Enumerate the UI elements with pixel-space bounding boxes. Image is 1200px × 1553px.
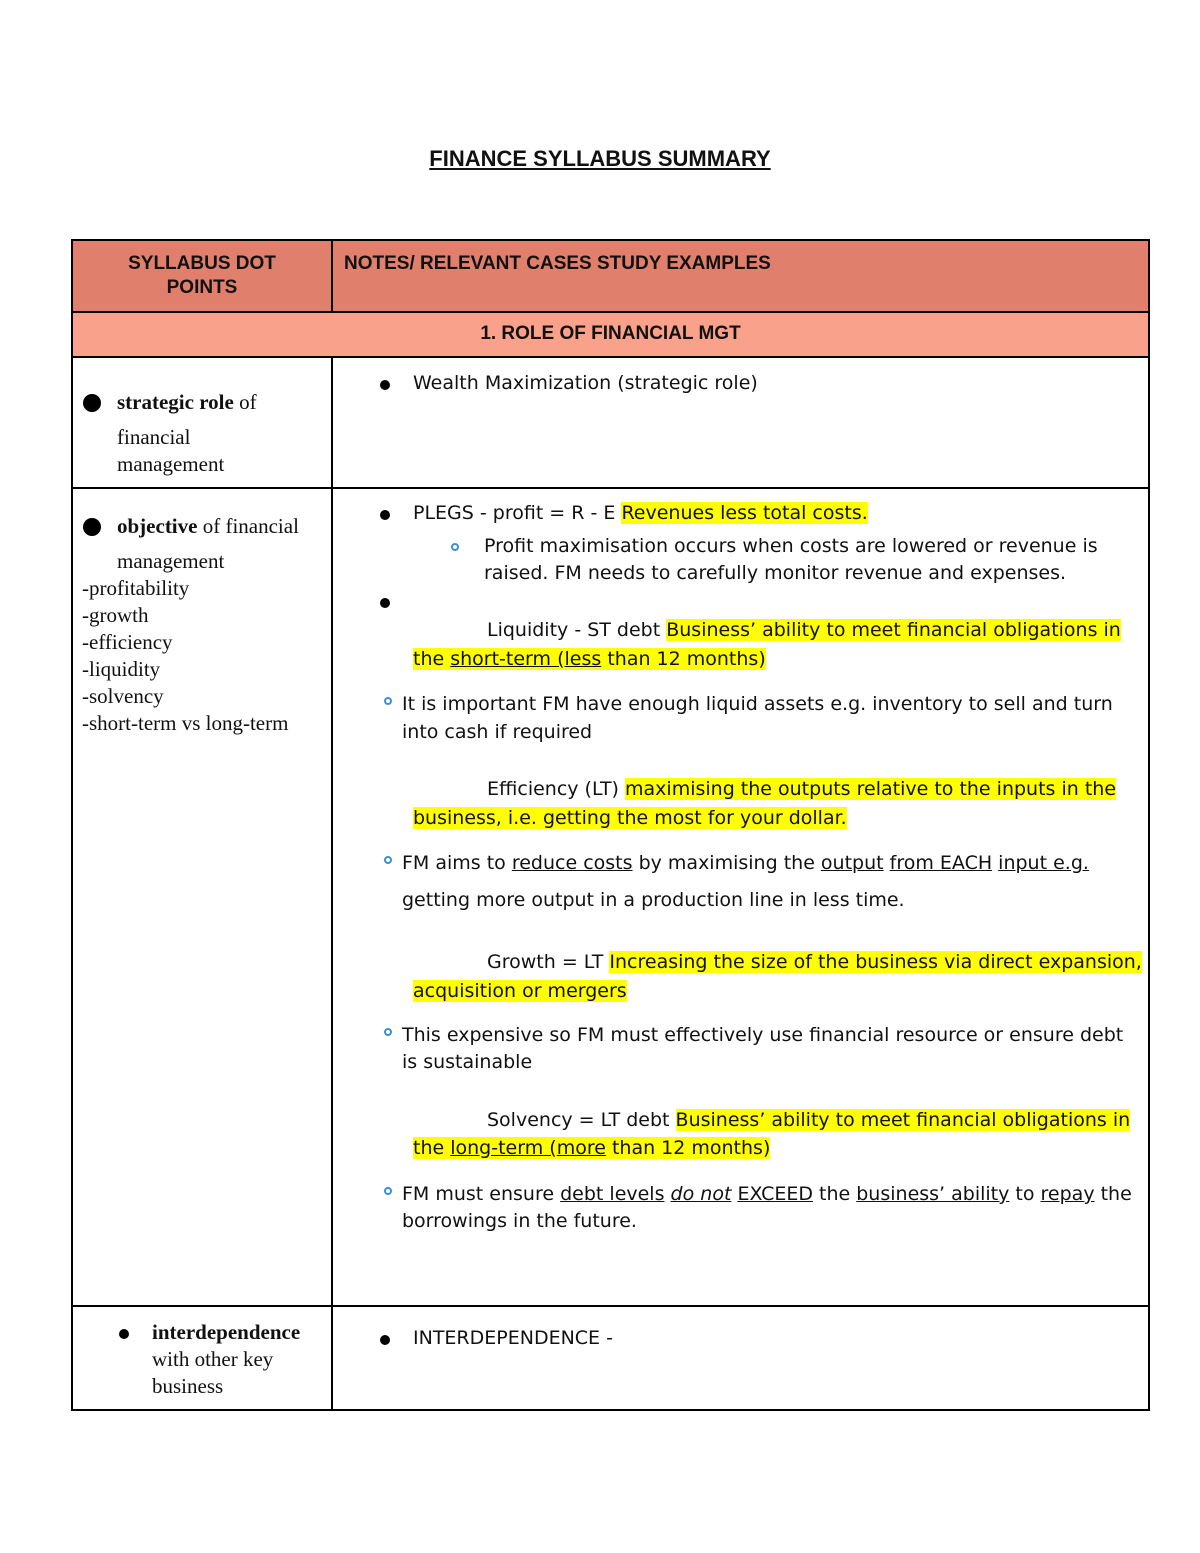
objective-item: -efficiency [82,630,173,654]
bullet-icon [83,518,101,536]
syllabus-point-interdependence: interdependence [152,1320,301,1344]
column-divider [331,356,333,1409]
note-plegs: PLEGS - profit = R - E Revenues less total costs. [413,502,868,524]
objective-item: -solvency [82,684,164,708]
note-solvency-detail: FM must ensure debt levels do not EXCEED the business’ ability to repay the [402,1183,1132,1205]
note-liquidity: Liquidity - ST debt Business’ ability to meet financial obligations in [487,619,1121,641]
note-wealth-maximization: Wealth Maximization (strategic role) [413,372,758,394]
syllabus-point-line: business [152,1374,224,1398]
note-efficiency: business, i.e. getting the most for your dollar. [413,807,847,829]
note-growth: acquisition or mergers [413,980,627,1002]
bullet-icon [380,380,390,390]
note-interdependence: INTERDEPENDENCE - [413,1327,613,1349]
sub-bullet-icon [384,697,392,705]
syllabus-point-line: with other key [152,1347,274,1371]
note-profit: Profit maximisation occurs when costs are lowered or revenue is [484,535,1098,557]
note-efficiency-detail: getting more output in a production line in less time. [402,889,905,911]
syllabus-point-strategic-role: strategic role of [117,390,257,414]
row-divider [71,311,1150,313]
syllabus-point-objective: objective of financial [117,514,299,538]
note-solvency-detail: borrowings in the future. [402,1210,637,1232]
section-title: 1. ROLE OF FINANCIAL MGT [480,323,741,344]
objective-item: -growth [82,603,149,627]
sub-bullet-icon [451,543,459,551]
syllabus-point-line: management [117,549,225,573]
page-title: FINANCE SYLLABUS SUMMARY [429,146,771,171]
bullet-icon [380,1335,390,1345]
note-growth: Growth = LT Increasing the size of the business via direct expansion, [487,951,1142,973]
syllabus-point-line: financial [117,425,191,449]
row-divider [71,356,1150,358]
note-liquidity: the short-term (less than 12 months) [413,648,766,670]
objective-item: -profitability [82,576,190,600]
note-efficiency: Efficiency (LT) maximising the outputs relative to the inputs in the [487,778,1117,800]
note-solvency: the long-term (more than 12 months) [413,1137,771,1159]
sub-bullet-icon [384,1028,392,1036]
column-header-syllabus: SYLLABUS DOT POINTS [128,253,276,298]
bullet-icon [83,394,101,412]
note-growth-detail: This expensive so FM must effectively use financial resource or ensure debt [402,1024,1124,1046]
column-divider [331,241,333,313]
bullet-icon [119,1329,129,1339]
note-growth-detail: is sustainable [402,1051,533,1073]
sub-bullet-icon [384,1187,392,1195]
row-divider [71,487,1150,489]
note-efficiency-detail: FM aims to reduce costs by maximising the output from EACH input e.g. [402,852,1089,874]
bullet-icon [380,510,390,520]
note-profit: raised. FM needs to carefully monitor revenue and expenses. [484,562,1067,584]
bullet-icon [380,598,390,608]
column-header-notes: NOTES/ RELEVANT CASES STUDY EXAMPLES [344,253,771,274]
objective-item: -short-term vs long-term [82,711,289,735]
note-liquidity-detail: It is important FM have enough liquid assets e.g. inventory to sell and turn [402,693,1113,715]
objective-item: -liquidity [82,657,161,681]
note-solvency: Solvency = LT debt Business’ ability to meet financial obligations in [487,1109,1131,1131]
row-divider [71,1305,1150,1307]
sub-bullet-icon [384,856,392,864]
syllabus-point-line: management [117,452,225,476]
note-liquidity-detail: into cash if required [402,721,593,743]
